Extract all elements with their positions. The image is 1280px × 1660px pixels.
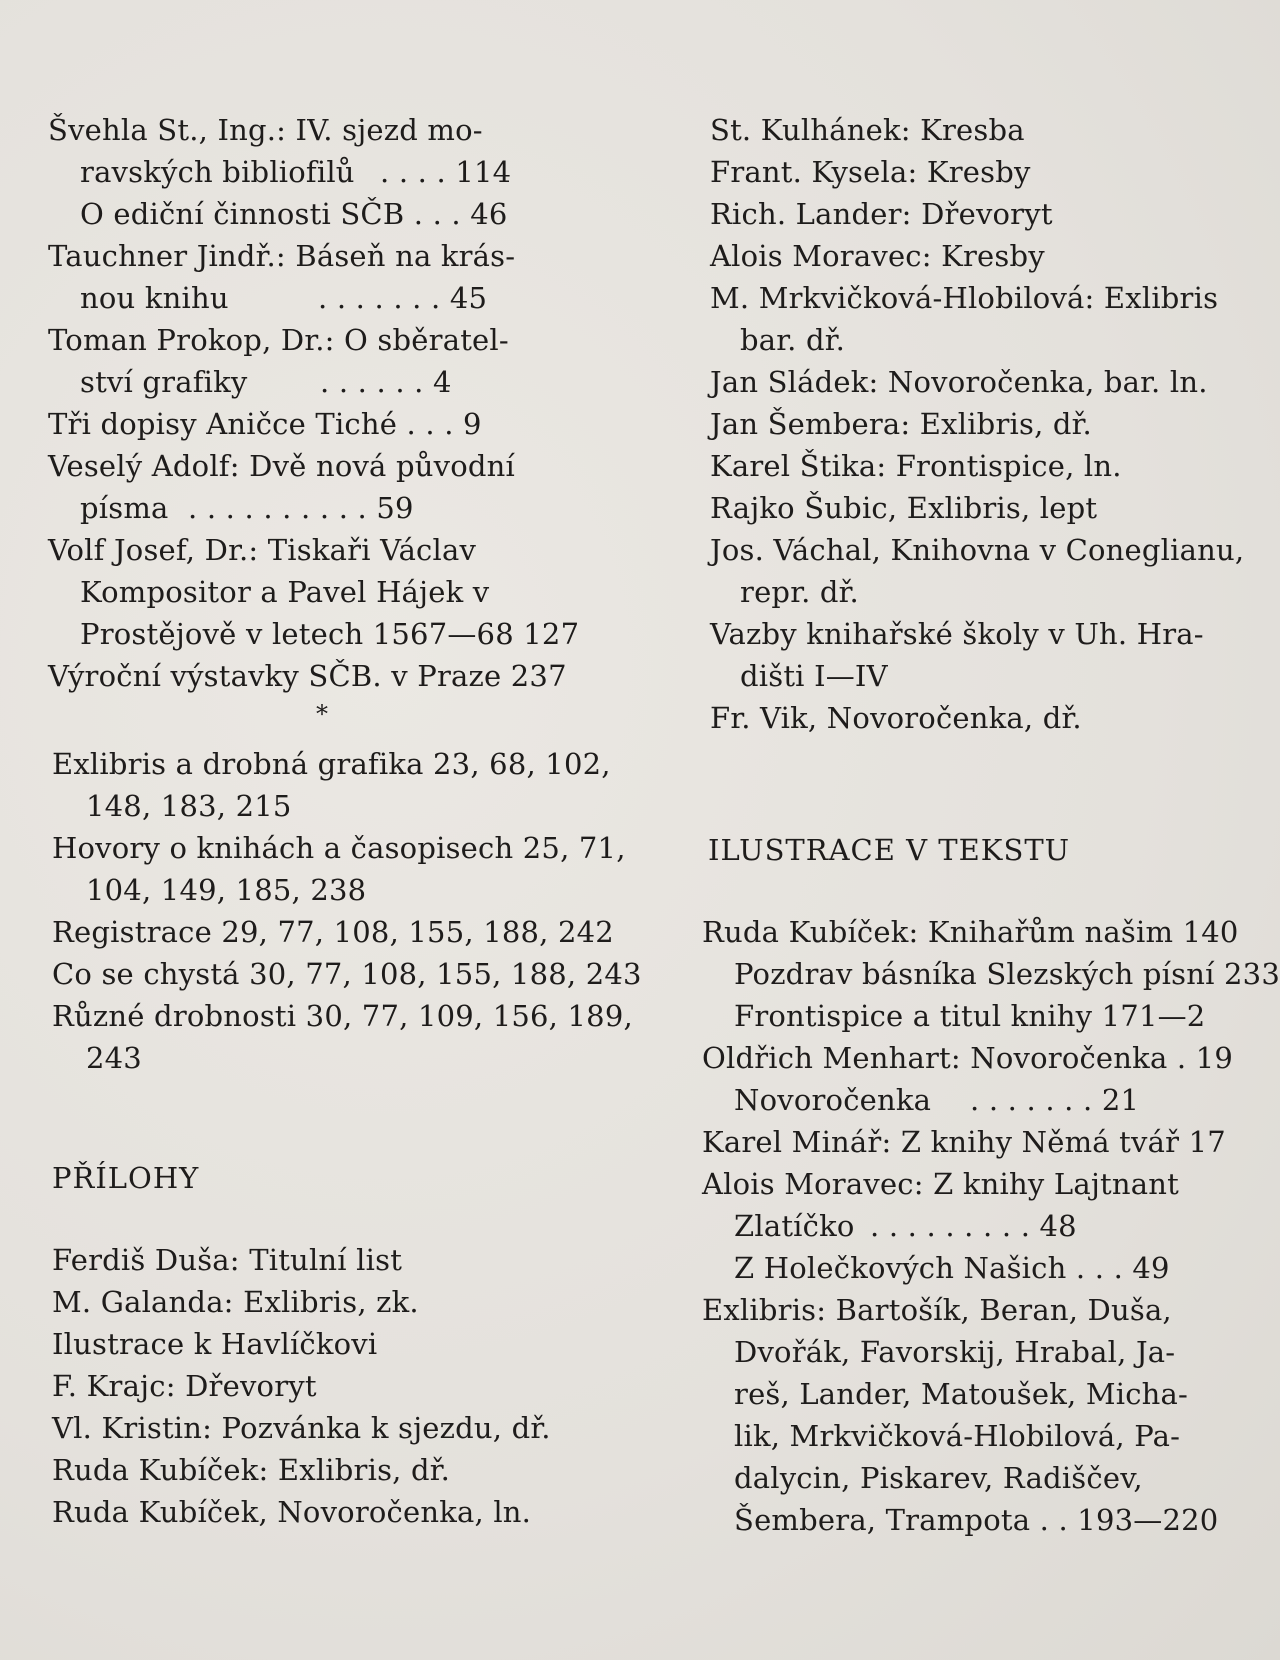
- index-entry: Hovory o knihách a časopisech 25, 71,: [52, 831, 626, 865]
- index-entry: 243: [86, 1041, 142, 1075]
- index-entry: písma: [80, 491, 169, 525]
- index-entry: Veselý Adolf: Dvě nová původní: [48, 449, 515, 483]
- index-entry: lik, Mrkvičková-Hlobilová, Pa-: [734, 1419, 1181, 1453]
- index-entry-page: . . . . . . . . . 48: [870, 1209, 1077, 1243]
- index-entry: reš, Lander, Matoušek, Micha-: [734, 1377, 1189, 1411]
- section-heading-ilustrace: ILUSTRACE V TEKSTU: [708, 833, 1071, 867]
- section-heading-prilohy: PŘÍLOHY: [52, 1161, 200, 1195]
- index-entry-page: . . . . . . 4: [320, 365, 452, 399]
- index-entry: Vazby knihařské školy v Uh. Hra-: [710, 617, 1204, 651]
- index-entry: Tři dopisy Aničce Tiché . . . 9: [48, 407, 482, 441]
- index-entry: Volf Josef, Dr.: Tiskaři Václav: [48, 533, 477, 567]
- index-entry: Ruda Kubíček, Novoročenka, ln.: [52, 1495, 532, 1529]
- index-entry-page: . . . . . . . 45: [318, 281, 488, 315]
- index-entry: Ruda Kubíček: Exlibris, dř.: [52, 1453, 451, 1487]
- section-separator: *: [316, 700, 328, 728]
- index-entry-page: . . . . 114: [380, 155, 512, 189]
- index-entry-page: . . . . . . . 21: [970, 1083, 1140, 1117]
- index-entry: 148, 183, 215: [86, 789, 292, 823]
- index-entry: Z Holečkových Našich . . . 49: [734, 1251, 1170, 1285]
- index-entry: Jos. Váchal, Knihovna v Coneglianu,: [710, 533, 1245, 567]
- index-entry: Zlatíčko: [734, 1209, 855, 1243]
- index-entry: Alois Moravec: Z knihy Lajtnant: [702, 1167, 1179, 1201]
- index-entry: F. Krajc: Dřevoryt: [52, 1369, 317, 1403]
- index-entry: Prostějově v letech 1567—68 127: [80, 617, 580, 651]
- index-entry: Ruda Kubíček: Knihařům našim 140: [702, 915, 1239, 949]
- index-entry: Různé drobnosti 30, 77, 109, 156, 189,: [52, 999, 633, 1033]
- index-entry: O ediční činnosti SČB . . . 46: [80, 197, 508, 231]
- index-entry: Karel Minář: Z knihy Němá tvář 17: [702, 1125, 1226, 1159]
- index-entry: M. Mrkvičková-Hlobilová: Exlibris: [710, 281, 1219, 315]
- index-entry: Novoročenka: [734, 1083, 932, 1117]
- index-entry: Rich. Lander: Dřevoryt: [710, 197, 1053, 231]
- index-entry: Jan Šembera: Exlibris, dř.: [710, 407, 1092, 441]
- index-entry: Fr. Vik, Novoročenka, dř.: [710, 701, 1082, 735]
- index-entry: Dvořák, Favorskij, Hrabal, Ja-: [734, 1335, 1176, 1369]
- index-entry: M. Galanda: Exlibris, zk.: [52, 1285, 419, 1319]
- index-entry: St. Kulhánek: Kresba: [710, 113, 1025, 147]
- index-entry: Švehla St., Ing.: IV. sjezd mo-: [48, 113, 483, 147]
- index-entry: 104, 149, 185, 238: [86, 873, 367, 907]
- index-entry: Vl. Kristin: Pozvánka k sjezdu, dř.: [52, 1411, 551, 1445]
- index-entry: Rajko Šubic, Exlibris, lept: [710, 491, 1098, 525]
- index-entry: Frant. Kysela: Kresby: [710, 155, 1031, 189]
- index-entry: nou knihu: [80, 281, 229, 315]
- index-entry: bar. dř.: [740, 323, 846, 357]
- index-entry: ravských bibliofilů: [80, 155, 355, 189]
- index-entry: Exlibris: Bartošík, Beran, Duša,: [702, 1293, 1172, 1327]
- index-entry: Toman Prokop, Dr.: O sběratel-: [48, 323, 509, 357]
- index-entry: Oldřich Menhart: Novoročenka . 19: [702, 1041, 1233, 1075]
- index-entry: Kompositor a Pavel Hájek v: [80, 575, 490, 609]
- index-entry: Co se chystá 30, 77, 108, 155, 188, 243: [52, 957, 642, 991]
- index-entry: Frontispice a titul knihy 171—2: [734, 999, 1206, 1033]
- index-entry: Alois Moravec: Kresby: [710, 239, 1045, 273]
- index-entry: Ferdiš Duša: Titulní list: [52, 1243, 403, 1277]
- index-entry-page: . . . . . . . . . . 59: [188, 491, 414, 525]
- index-entry: ství grafiky: [80, 365, 248, 399]
- index-entry: Ilustrace k Havlíčkovi: [52, 1327, 378, 1361]
- index-entry: Pozdrav básníka Slezských písní 233: [734, 957, 1280, 991]
- index-entry: repr. dř.: [740, 575, 859, 609]
- index-entry: dišti I—IV: [740, 659, 888, 693]
- index-entry: Tauchner Jindř.: Báseň na krás-: [48, 239, 516, 273]
- index-entry: Karel Štika: Frontispice, ln.: [710, 449, 1122, 483]
- index-entry: Jan Sládek: Novoročenka, bar. ln.: [710, 365, 1208, 399]
- index-entry: Exlibris a drobná grafika 23, 68, 102,: [52, 747, 611, 781]
- index-entry: Šembera, Trampota . . 193—220: [734, 1503, 1219, 1537]
- index-entry: Registrace 29, 77, 108, 155, 188, 242: [52, 915, 614, 949]
- index-entry: dalycin, Piskarev, Radiščev,: [734, 1461, 1143, 1495]
- index-entry: Výroční výstavky SČB. v Praze 237: [48, 659, 567, 693]
